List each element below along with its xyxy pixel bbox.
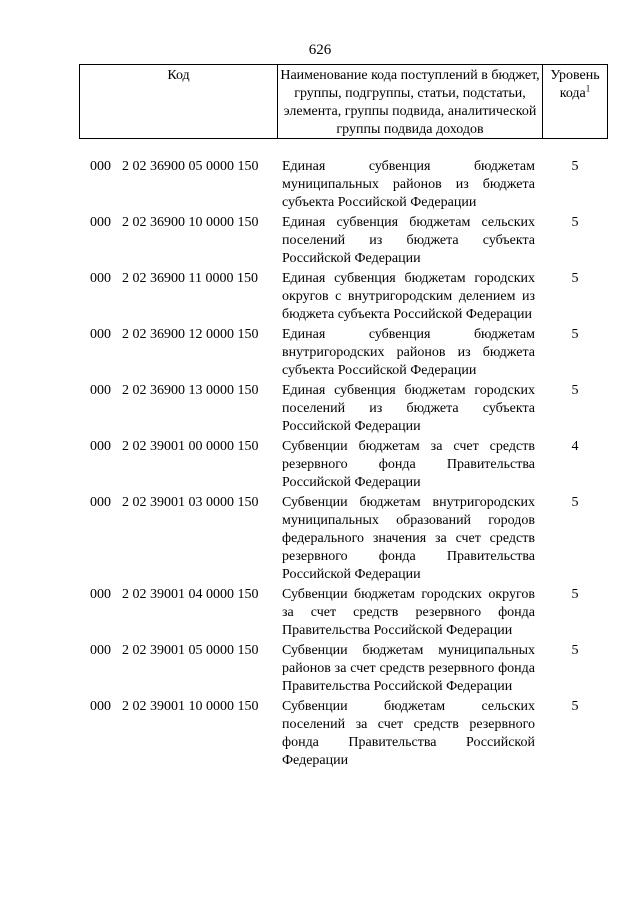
header-code-label: Код <box>167 68 190 83</box>
table-row <box>0 438 640 492</box>
row-admin-code: 000 <box>90 215 111 230</box>
row-level: 4 <box>571 439 579 454</box>
row-name: Единая субвенция бюджетам внутригородских районов из бюджета субъекта Российской Федерации <box>282 327 535 378</box>
row-name: Единая субвенция бюджетам сельских поселений из бюджета субъекта Российской Федерации <box>282 215 535 266</box>
row-name: Субвенции бюджетам городских округов за счет средств резервного фонда Правительства Российской Федерации <box>282 587 535 638</box>
row-name: Субвенции бюджетам муниципальных районов за счет средств резервного фонда Правительства Российской Федерации <box>282 643 535 694</box>
row-code: 2 02 36900 05 0000 150 <box>122 159 259 174</box>
table-row <box>0 326 640 380</box>
row-admin-code: 000 <box>90 383 111 398</box>
row-admin-code: 000 <box>90 699 111 714</box>
row-admin-code: 000 <box>90 159 111 174</box>
row-code: 2 02 39001 05 0000 150 <box>122 643 259 658</box>
row-level: 5 <box>571 495 579 510</box>
row-name: Единая субвенция бюджетам городских округов с внутригородским делением из бюджета субъекта Российской Федерации <box>282 271 535 322</box>
header-name-label: Наименование кода поступлений в бюджет, группы, подгруппы, статьи, подстатьи, элемента, группы подвида, аналитической группы подвида доходов <box>280 68 540 137</box>
row-code: 2 02 36900 12 0000 150 <box>122 327 259 342</box>
table-header <box>79 64 608 139</box>
row-level: 5 <box>571 327 579 342</box>
row-admin-code: 000 <box>90 587 111 602</box>
row-name: Субвенции бюджетам за счет средств резервного фонда Правительства Российской Федерации <box>282 439 535 490</box>
table-row <box>0 586 640 640</box>
row-level: 5 <box>571 159 579 174</box>
row-name: Единая субвенция бюджетам городских поселений из бюджета субъекта Российской Федерации <box>282 383 535 434</box>
row-admin-code: 000 <box>90 271 111 286</box>
table-row <box>0 382 640 436</box>
table-row <box>0 494 640 584</box>
row-level: 5 <box>571 587 579 602</box>
header-name <box>278 65 543 138</box>
row-level: 5 <box>571 383 579 398</box>
page-number: 626 <box>308 42 332 58</box>
row-level: 5 <box>571 643 579 658</box>
row-code: 2 02 39001 00 0000 150 <box>122 439 259 454</box>
row-admin-code: 000 <box>90 439 111 454</box>
row-code: 2 02 36900 13 0000 150 <box>122 383 259 398</box>
row-code: 2 02 39001 04 0000 150 <box>122 587 259 602</box>
table-row <box>0 698 640 770</box>
row-code: 2 02 39001 03 0000 150 <box>122 495 259 510</box>
header-level-footnote: 1 <box>585 83 591 94</box>
table-row <box>0 158 640 212</box>
row-admin-code: 000 <box>90 327 111 342</box>
row-admin-code: 000 <box>90 495 111 510</box>
row-code: 2 02 39001 10 0000 150 <box>122 699 259 714</box>
table-row <box>0 642 640 696</box>
header-level <box>543 65 607 138</box>
table-row <box>0 214 640 268</box>
row-admin-code: 000 <box>90 643 111 658</box>
row-level: 5 <box>571 215 579 230</box>
row-level: 5 <box>571 699 579 714</box>
header-level-label: Уровень кода <box>550 68 600 101</box>
row-name: Субвенции бюджетам внутригородских муниципальных образований городов федерального значения за счет средств резервного фонда Правительства Российской Федерации <box>282 495 535 582</box>
row-code: 2 02 36900 11 0000 150 <box>122 271 258 286</box>
row-code: 2 02 36900 10 0000 150 <box>122 215 259 230</box>
table-body <box>0 158 640 770</box>
row-level: 5 <box>571 271 579 286</box>
table-row <box>0 270 640 324</box>
row-name: Единая субвенция бюджетам муниципальных районов из бюджета субъекта Российской Федерации <box>282 159 535 210</box>
row-name: Субвенции бюджетам сельских поселений за счет средств резервного фонда Правительства Российской Федерации <box>282 699 535 768</box>
header-code <box>80 65 278 138</box>
